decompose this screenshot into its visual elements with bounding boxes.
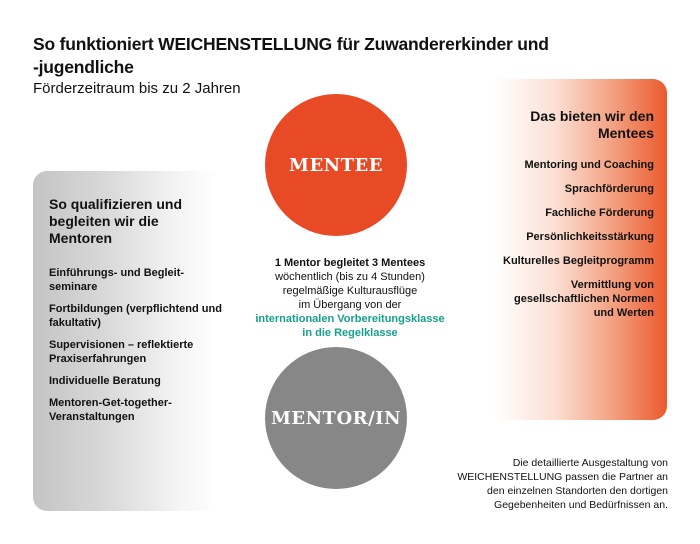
mentee-label: MENTEE <box>289 154 383 176</box>
page-subtitle: Förderzeitraum bis zu 2 Jahren <box>33 80 241 97</box>
mentors-item: Supervisionen – reflektierte Praxiserfahrungen <box>49 339 194 365</box>
mentees-panel-list <box>494 158 654 330</box>
mentors-panel-list <box>49 266 224 432</box>
mentees-item: Mentoring und Coaching <box>524 159 654 171</box>
mentees-item: Persönlichkeitsstärkung <box>526 231 654 243</box>
center-line-excursions: regelmäßige Kulturausflüge <box>282 285 418 297</box>
mentors-item: Fortbildungen (verpflichtend und fakultativ) <box>49 303 222 329</box>
mentees-item: Sprachförderung <box>564 183 654 195</box>
mentor-label: MENTOR/IN <box>270 407 402 429</box>
page-title: So funktioniert WEICHENSTELLUNG für Zuwandererkinder und -jugendliche <box>33 34 549 77</box>
center-line-regular-class: in die Regelklasse <box>302 327 398 339</box>
mentees-item: Fachliche Förderung <box>545 207 654 219</box>
mentors-item: Einführungs- und Begleit-seminare <box>49 267 185 293</box>
footnote: Die detaillierte Ausgestaltung von WEICHENSTELLUNG passen die Partner an den einzelnen Standorten den dortigen Gegebenheiten und Bedürfnissen an. <box>457 457 668 511</box>
center-line-transition: im Übergang von der <box>298 299 402 311</box>
center-description <box>245 256 455 340</box>
mentors-item: Mentoren-Get-together-Veranstaltungen <box>49 397 172 423</box>
center-line-frequency: wöchentlich (bis zu 4 Stunden) <box>275 271 425 283</box>
center-line-prep-class: internationalen Vorbereitungsklasse <box>255 313 445 325</box>
mentees-item: Vermittlung von gesellschaftlichen Normen und Werten <box>514 279 654 319</box>
mentees-item: Kulturelles Begleitprogramm <box>503 255 654 267</box>
mentors-item: Individuelle Beratung <box>49 375 161 387</box>
mentees-panel-heading: Das bieten wir den Mentees <box>530 108 654 141</box>
mentee-circle <box>265 94 407 236</box>
center-line-ratio: 1 Mentor begleitet 3 Mentees <box>274 257 426 269</box>
mentor-circle <box>265 347 407 489</box>
mentors-panel-heading: So qualifizieren und begleiten wir die Mentoren <box>49 196 183 246</box>
